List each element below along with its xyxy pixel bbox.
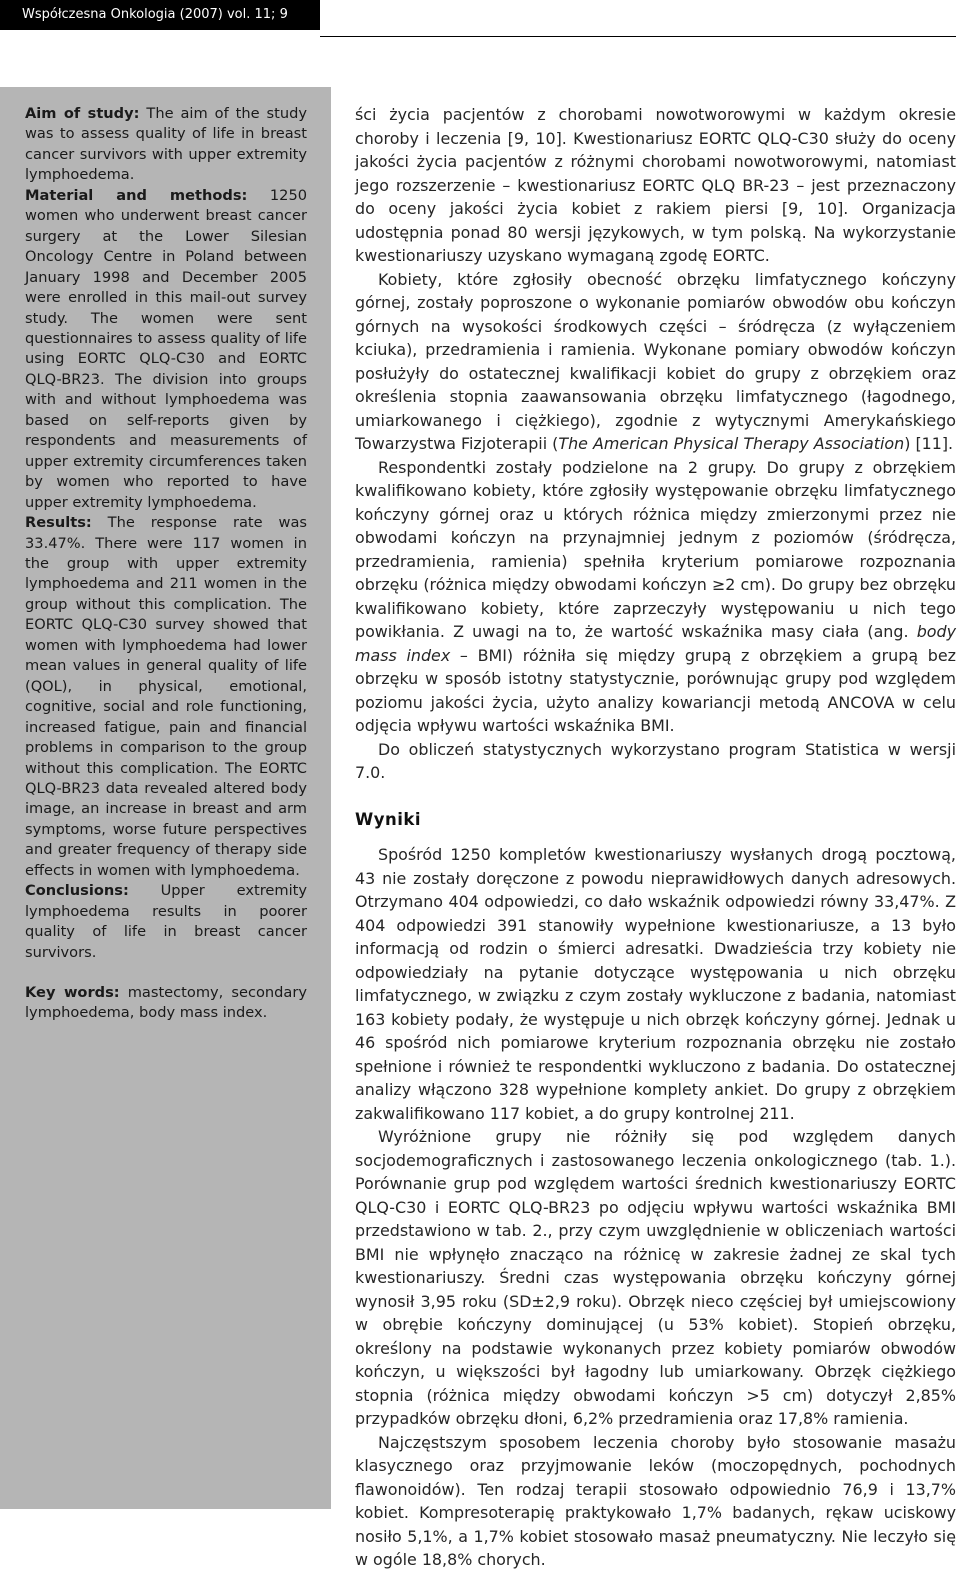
results-label: Results: [25,514,92,532]
paragraph-3 [355,456,956,738]
paragraph-7: Najczęstszym sposobem leczenia choroby było stosowanie masażu klasycznego oraz przyjmowanie leków (moczopędnych, pochodnych flawonoidów). Ten rodzaj terapii stosowało odpowiednio 76,9 i 13,7% kobiet. Kompresoterapię praktykowało 1,7% badanych, rękaw uciskowy nosiło 5,1%, a 1,7% kobiet stosowało masaż pneumatyczny. Nie leczyło się w ogóle 18,8% chorych. [355,1432,956,1569]
abstract-methods [25,186,307,513]
abstract-panel [0,87,331,1509]
conclusions-label: Conclusions: [25,882,129,900]
keywords-label: Key words: [25,984,120,1002]
aim-text: The aim of the study was to assess quality of life in breast cancer survivors with upper extremity lymphoedema. [25,105,307,184]
section-heading: Wyniki [355,809,421,829]
paragraph-2-italic: The American Physical Therapy Association [558,434,905,453]
paragraph-6: Wyróżnione grupy nie różniły się pod względem danych socjodemograficznych i zastosowanego leczenia onkologicznego (tab. 1.). Porównanie grup pod względem wartości średnich kwestionariuszy EORTC QLQ-C30 i EORTC QLQ-BR23 po odjęciu wpływu wartości wskaźnika BMI przedstawiono w tab. 2., przy czym uwzględnienie w obliczeniach wartości BMI nie wpłynęło znacząco na różnicę w zakresie żadnej ze skal tych kwestionariuszy. Średni czas występowania obrzęku kończyny górnej wynosił 3,95 roku (SD±2,9 roku). Obrzęk nieco częściej był umiejscowiony w obrębie kończyny dominującej (u 53% kobiet). Stopień obrzęku, określony na podstawie wykonanych przez kobiety pomiarów obwodów kończyn, u większości był łagodny lub umiarkowany. Obrzęk ciężkiego stopnia (różnica między obwodami kończyn >5 cm) dotyczył 2,85% przypadków obrzęku dłoni, 6,2% przedramienia oraz 17,8% ramienia. [355,1127,956,1428]
abstract-aim [25,104,307,186]
methods-label: Material and methods: [25,186,248,204]
paragraph-4: Do obliczeń statystycznych wykorzystano program Statistica w wersji 7.0. [355,739,956,782]
main-column [355,103,956,1572]
abstract-keywords [25,983,307,1024]
paragraph-1: ści życia pacjentów z chorobami nowotworowymi w każdym okresie choroby i leczenia [9, 10]. Kwestionariusz EORTC QLQ-C30 służy do oceny jakości życia pacjentów z różnymi chorobami nowotworowymi, natomiast jego rozszerzenie – kwestionariusz EORTC QLQ BR-23 – jest przeznaczony do oceny jakości życia kobiet z rakiem piersi [9, 10]. Organizacja udostępnia ponad 80 wersji językowych, w tym polską. Na wykorzystanie kwestionariuszy uzyskano wymaganą zgodę EORTC. [355,105,956,265]
conclusions-text: Upper extremity lymphoedema results in poorer quality of life in breast cancer survivors. [25,882,307,961]
keywords-text: mastectomy, secondary lymphoedema, body mass index. [25,984,307,1022]
methods-text: 1250 women who underwent breast cancer surgery at the Lower Silesian Oncology Centre in Poland between January 1998 and December 2005 were enrolled in this mail-out survey study. The women were sent questionnaires to assess quality of life using EORTC QLQ-C30 and EORTC QLQ-BR23. The division into groups with and without lymphoedema was based on self-reports given by respondents and measurements of upper extremity circumferences taken by women who reported to have upper extremity lymphoedema. [25,186,308,511]
paragraph-2 [355,268,956,456]
abstract-conclusions [25,881,307,963]
paragraph-3-italic: body mass index [355,622,956,665]
journal-header [0,0,320,52]
abstract-text [25,104,307,1024]
journal-citation: Współczesna Onkologia (2007) vol. 11; 9 (444–448) [22,7,288,52]
abstract-results [25,513,307,881]
paragraph-3-text-b: – BMI) różniła się między grupą z obrzękiem a grupą bez obrzęku w sposób istotny statystycznie, porównując grupy pod względem poziomu jakości życia, użyto analizy kowariancji metodą ANCOVA w celu odjęcia wpływu wartości wskaźnika BMI. [355,645,956,735]
paragraph-2-text-b: ) [11]. [904,434,954,453]
results-text: The response rate was 33.47%. There were 117 women in the group with upper extremity lymphoedema and 211 women in the group without this complication. The EORTC QLQ-C30 survey showed that women with lymphoedema had lower mean values in general quality of life (QOL), in physical, emotional, cognitive, social and role functioning, increased fatigue, pain and financial problems in comparison to the group without this complication. The EORTC QLQ-BR23 data revealed altered body image, an increase in breast and arm symptoms, worse future perspectives and greater frequency of therapy side effects in women with lymphoedema. [25,514,307,879]
aim-label: Aim of study: [25,105,140,122]
paragraph-5: Spośród 1250 kompletów kwestionariuszy wysłanych drogą pocztową, 43 nie zostały doręczone z powodu nieprawidłowych danych adresowych. Otrzymano 404 odpowiedzi, co dało wskaźnik odpowiedzi równy 33,47%. Z 404 odpowiedzi 391 stanowiły wypełnione kwestionariusze, a 13 było informacją od rodzin o śmierci adresatki. Dwadzieścia trzy kobiety nie odpowiedziały na pytanie dotyczące występowania u nich obrzęku limfatycznego, w związku z czym zostały wykluczone z badania, natomiast 163 kobiety podały, że występuje u nich obrzęk kończyny górnej. Jednak u 46 spośród nich pomiarowe kryterium rozpoznania obrzęku nie zostało spełnione i również te respondentki wykluczono z badania. Do ostatecznej analizy włączono 328 wypełnione komplety ankiet. Do grupy z obrzękiem zakwalifikowano 117 kobiet, a do grupy kontrolnej 211. [355,845,956,1123]
paragraph-3-text-a: Respondentki zostały podzielone na 2 grupy. Do grupy z obrzękiem kwalifikowano kobiety, które zgłosiły występowanie obrzęku limfatycznego kończyny górnej oraz u których różnica między zmierzonymi przez nie obwodami kończyn na przynajmniej jednym z poziomów (śródręcza, przedramienia, ramienia) spełniła kryterium pomiarowe rozpoznania obrzęku (różnica między obwodami kończyn ≥2 cm). Do grupy bez obrzęku kwalifikowano kobiety, które zaprzeczyły występowaniu u nich tego powikłania. Z uwagi na to, że wartość wskaźnika masy ciała (ang. [355,457,956,641]
paragraph-2-text-a: Kobiety, które zgłosiły obecność obrzęku limfatycznego kończyny górnej, zostały poproszone o wykonanie pomiarów obwodów obu kończyn górnych na wysokości środkowych części – śródręcza (z wyłączeniem kciuka), przedramienia i ramienia. Wykonane pomiary obwodów kończyn posłużyły do ostatecznej kwalifikacji kobiet do grupy z obrzękiem oraz określenia stopnia zaawansowania obrzęku limfatycznego (łagodnego, umiarkowanego i ciężkiego), zgodnie z wytycznymi Amerykańskiego Towarzystwa Fizjoterapii ( [355,269,956,453]
header-rule [320,36,956,37]
